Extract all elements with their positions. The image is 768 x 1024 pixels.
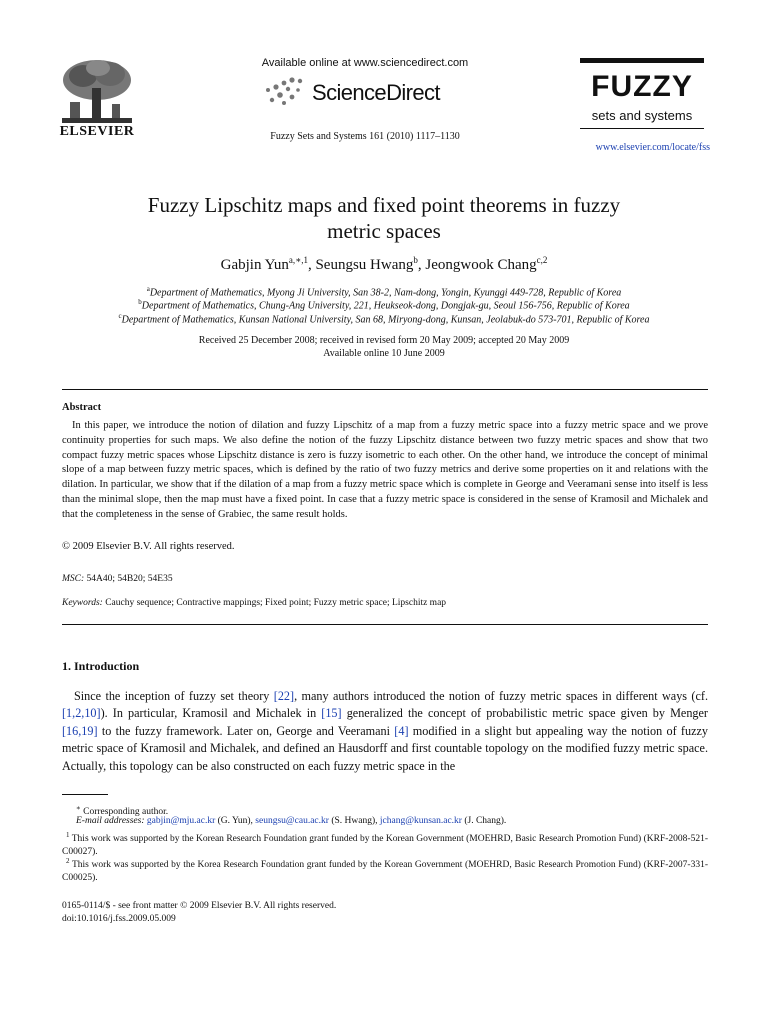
footnote-mark: 2 (66, 857, 70, 865)
author-name[interactable]: Gabjin Yun (220, 257, 289, 273)
sciencedirect-dots-icon (262, 76, 308, 106)
affiliation-text: Department of Mathematics, Kunsan National University, San 68, Miryong-dong, Kunsan, Jeolabuk-do 573-701, Republic of Korea (121, 314, 650, 326)
keywords-value: Cauchy sequence; Contractive mappings; Fixed point; Fuzzy metric space; Lipschitz map (102, 598, 447, 608)
citation-link[interactable]: [22] (273, 689, 295, 703)
footnote-mark: 1 (66, 831, 70, 839)
intro-text-run: to the fuzzy framework. Later on, George and Veeramani (97, 723, 395, 738)
affiliation-mark: b (138, 298, 142, 306)
intro-text-run: generalized the concept of probabilistic metric space given by Menger (341, 706, 708, 721)
affiliation-text: Department of Mathematics, Chung-Ang University, 221, Heukseok-dong, Dongjak-gu, Seoul 156-756, Republic of Korea (141, 300, 630, 312)
abstract-copyright: © 2009 Elsevier B.V. All rights reserved. (62, 541, 235, 552)
msc-label: MSC: (62, 574, 85, 584)
email-link[interactable]: seungsu@cau.ac.kr (255, 816, 329, 826)
email-label: E-mail addresses: (76, 816, 145, 826)
affiliation-text: Department of Mathematics, Myong Ji University, San 38-2, Nam-dong, Yongin, Kyunggi 449-728, Republic of Korea (149, 287, 622, 299)
author-marks: a,∗,1 (288, 255, 308, 265)
received-dates: Received 25 December 2008; received in revised form 20 May 2009; accepted 20 May 2009 (198, 335, 570, 346)
email-link[interactable]: gabjin@mju.ac.kr (146, 816, 216, 826)
intro-text-run: Since the inception of fuzzy set theory (74, 689, 274, 703)
msc-codes (62, 574, 173, 584)
front-matter (62, 900, 336, 926)
affiliation-mark: a (146, 285, 150, 293)
journal-homepage-anchor[interactable]: www.elsevier.com/locate/fss (595, 142, 710, 153)
divider-top (62, 389, 708, 390)
author-marks: c,2 (536, 255, 548, 265)
footnote-text: This work was supported by the Korea Research Foundation grant funded by the Korean Government (MOEHRD, Basic Research Promotion Fund) (KRF-2007-331-C00025). (62, 860, 708, 884)
author-marks: b (413, 255, 418, 265)
author-list (60, 255, 708, 274)
footnote-rule (62, 794, 108, 795)
affiliation-c (40, 312, 728, 325)
affiliation-b (40, 298, 728, 311)
issn-line: 0165-0114/$ - see front matter © 2009 Elsevier B.V. All rights reserved. (62, 901, 337, 911)
available-online-date: Available online 10 June 2009 (323, 348, 445, 359)
title-line-2: metric spaces (327, 219, 441, 243)
journal-logo-subtitle: sets and systems (591, 108, 693, 123)
journal-logo-top-rule (580, 58, 704, 63)
sciencedirect-logo-text: ScienceDirect (312, 80, 440, 105)
title-line-1: Fuzzy Lipschitz maps and fixed point theorems in fuzzy (147, 193, 621, 217)
footnote-mark: ∗ (76, 804, 81, 812)
elsevier-wordmark: ELSEVIER (59, 124, 135, 139)
abstract-heading: Abstract (62, 402, 102, 413)
abstract-body: In this paper, we introduce the notion of dilation and fuzzy Lipschitz of a map from a fuzzy metric space into a fuzzy metric space and we prove continuity properties for such maps. We also define the notion of the fuzzy Lipschitz distance between two fuzzy metric spaces and show that two compact fuzzy metric spaces whose Lipschitz distance is zero is fuzzy isometric to each other. On the other hand, we introduce the concept of minimal slope of a map between fuzzy metric spaces, which is defined by the ratio of two fuzzy metrics and derive some properties on it and relations with the dilation. In particular, we show that if the dilation of a map from a fuzzy metric space which is complete in George and Veeramani sense into itself is less than the minimal slope, then the map must have a fixed point. In case that a fuzzy metric space is considered in the sense of Kramosil and Michalek and that the completeness in the sense of Grabiec, the same result holds. (62, 420, 708, 520)
elsevier-tree-logo-icon (58, 58, 136, 126)
intro-text-run: ). In particular, Kramosil and Michalek in (100, 706, 322, 721)
author-name[interactable]: Jeongwook Chang (425, 257, 537, 273)
journal-homepage-link[interactable] (560, 142, 710, 153)
citation-link[interactable]: [15] (321, 706, 342, 721)
doi-line: doi:10.1016/j.fss.2009.05.009 (62, 914, 176, 924)
citation-link[interactable]: [4] (394, 723, 409, 738)
email-owner: (G. Yun), (215, 816, 256, 826)
email-link[interactable]: jchang@kunsan.ac.kr (379, 816, 462, 826)
email-owner: (J. Chang). (461, 816, 507, 826)
author-sep: , (307, 257, 316, 273)
divider-bottom (62, 624, 708, 625)
journal-logo-bottom-rule (580, 128, 704, 129)
footnote-2 (62, 855, 708, 885)
affiliation-mark: c (118, 312, 122, 320)
msc-value: 54A40; 54B20; 54E35 (84, 574, 173, 584)
email-owner: (S. Hwang), (328, 816, 380, 826)
author-name[interactable]: Seungsu Hwang (315, 257, 414, 273)
keywords (62, 598, 446, 608)
section-heading-introduction: 1. Introduction (62, 659, 140, 673)
journal-reference: Fuzzy Sets and Systems 161 (2010) 1117–1130 (270, 131, 460, 142)
citation-link[interactable]: [16,19] (62, 723, 98, 738)
footnote-text: Corresponding author. (83, 807, 169, 818)
intro-text-run: modified in a slight but appealing way the notion of fuzzy metric space of Kramosil and Michalek, and defined an Hausdorff and first countable topology on the modified fuzzy metric space. Actually, this topology can be also constructed on each fuzzy metric space in the (62, 723, 708, 773)
available-online-text: Available online at www.sciencedirect.com (261, 57, 469, 69)
citation-link[interactable]: [1,2,10] (62, 706, 101, 721)
keywords-label: Keywords: (62, 598, 103, 608)
article-title (60, 192, 708, 244)
footnote-text: This work was supported by the Korean Research Foundation grant funded by the Korean Government (MOEHRD, Basic Research Promotion Fund) (KRF-2008-521-C00027). (62, 834, 708, 858)
author-sep: , (417, 257, 426, 273)
footnote-emails (62, 815, 708, 828)
intro-text-run: , many authors introduced the notion of fuzzy metric spaces in different ways (cf. (294, 689, 708, 703)
affiliation-a (40, 285, 728, 298)
journal-logo-word: FUZZY (591, 70, 693, 103)
intro-paragraph (62, 688, 708, 775)
